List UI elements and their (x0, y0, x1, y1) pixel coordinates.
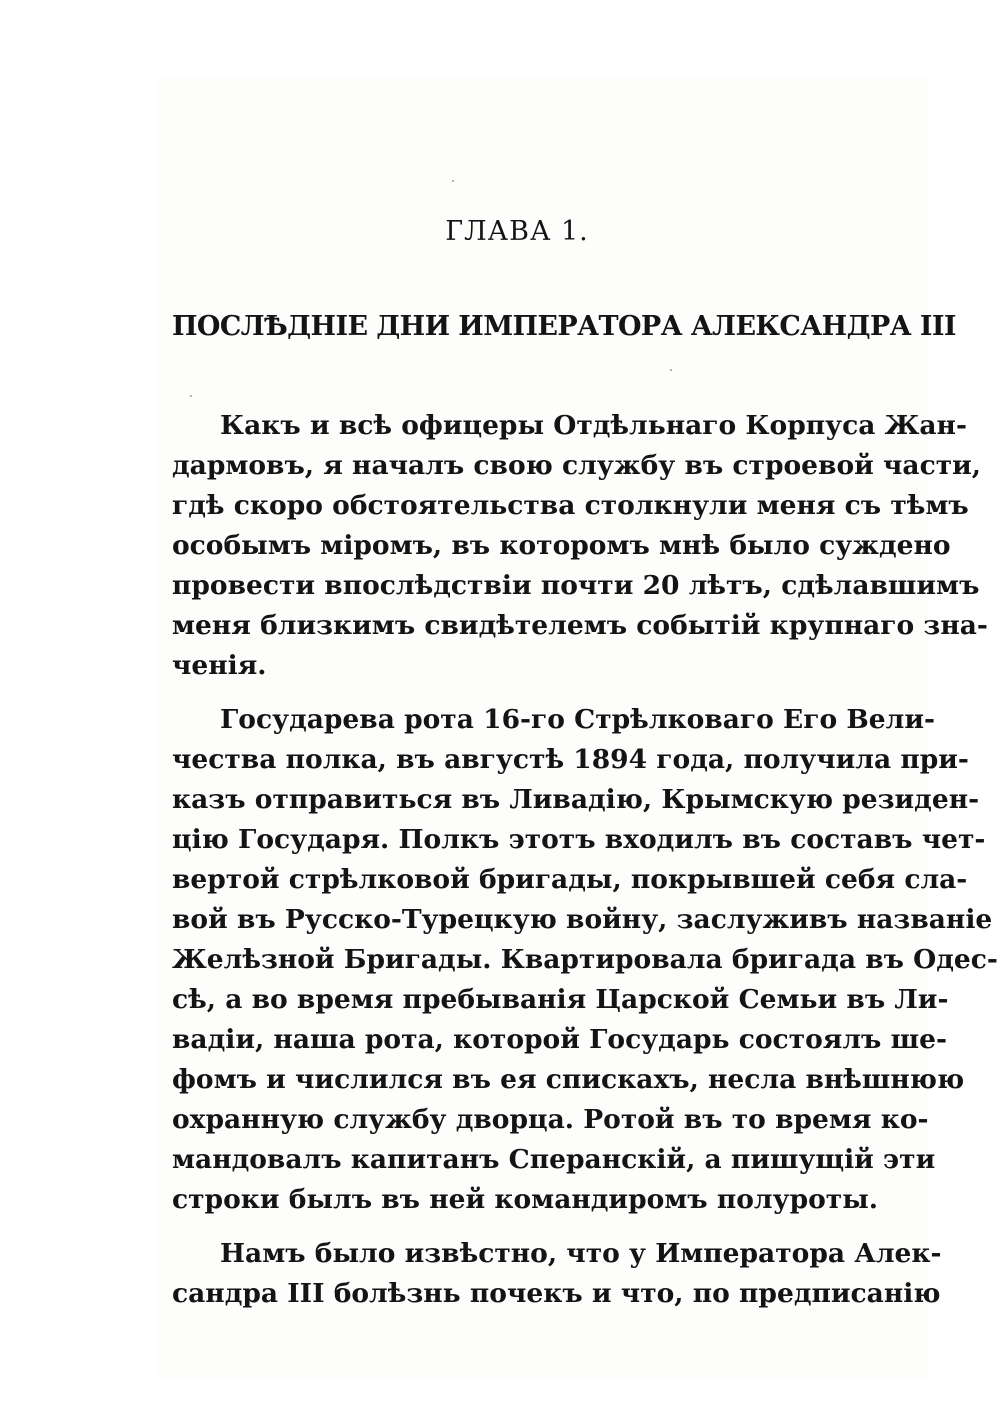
text-line: дармовъ, я началъ свою службу въ строевой части, (172, 450, 982, 481)
text-line: строки былъ въ ней командиромъ полуроты. (172, 1184, 878, 1215)
text-line: вертой стрѣлковой бригады, покрывшей себя сла- (172, 864, 968, 895)
scan-speck (670, 369, 672, 371)
paragraph (172, 700, 998, 1220)
text-line: вадіи, наша рота, которой Государь состоялъ ше- (172, 1024, 947, 1055)
text-line: особымъ міромъ, въ которомъ мнѣ было суждено (172, 530, 951, 561)
text-line: цію Государя. Полкъ этотъ входилъ въ составъ чет- (172, 824, 986, 855)
text-line: мандовалъ капитанъ Сперанскій, а пишущій эти (172, 1144, 936, 1175)
text-line: меня близкимъ свидѣтелемъ событій крупнаго зна- (172, 610, 988, 641)
text-line: чества полка, въ августѣ 1894 года, получила при- (172, 744, 969, 775)
body-text (172, 406, 998, 1328)
text-line: гдѣ скоро обстоятельства столкнули меня съ тѣмъ (172, 490, 969, 521)
paragraph (172, 406, 988, 686)
text-line: ченія. (172, 650, 267, 681)
text-line: охранную службу дворца. Ротой въ то время ко- (172, 1104, 929, 1135)
paragraph (172, 1234, 942, 1314)
text-line: сандра III болѣзнь почекъ и что, по предписанію (172, 1278, 941, 1309)
chapter-heading: ГЛАВА 1. (445, 216, 589, 247)
text-line: Намъ было извѣстно, что у Императора Алек- (220, 1238, 942, 1269)
text-line: Желѣзной Бригады. Квартировала бригада въ Одес- (172, 944, 998, 975)
scan-speck (190, 395, 192, 397)
scan-speck (452, 180, 454, 182)
text-line: фомъ и числился въ ея спискахъ, несла внѣшнюю (172, 1064, 965, 1095)
chapter-title: ПОСЛѢДНІЕ ДНИ ИМПЕРАТОРА АЛЕКСАНДРА III (172, 311, 956, 342)
text-line: Государева рота 16-го Стрѣлковаго Его Вели- (220, 704, 935, 735)
text-line: сѣ, а во время пребыванія Царской Семьи въ Ли- (172, 984, 949, 1015)
text-line: провести впослѣдствіи почти 20 лѣтъ, сдѣлавшимъ (172, 570, 980, 601)
text-line: казъ отправиться въ Ливадію, Крымскую резиден- (172, 784, 980, 815)
text-line: Какъ и всѣ офицеры Отдѣльнаго Корпуса Жан- (220, 410, 967, 441)
text-line: вой въ Русско-Турецкую войну, заслуживъ названіе (172, 904, 993, 935)
